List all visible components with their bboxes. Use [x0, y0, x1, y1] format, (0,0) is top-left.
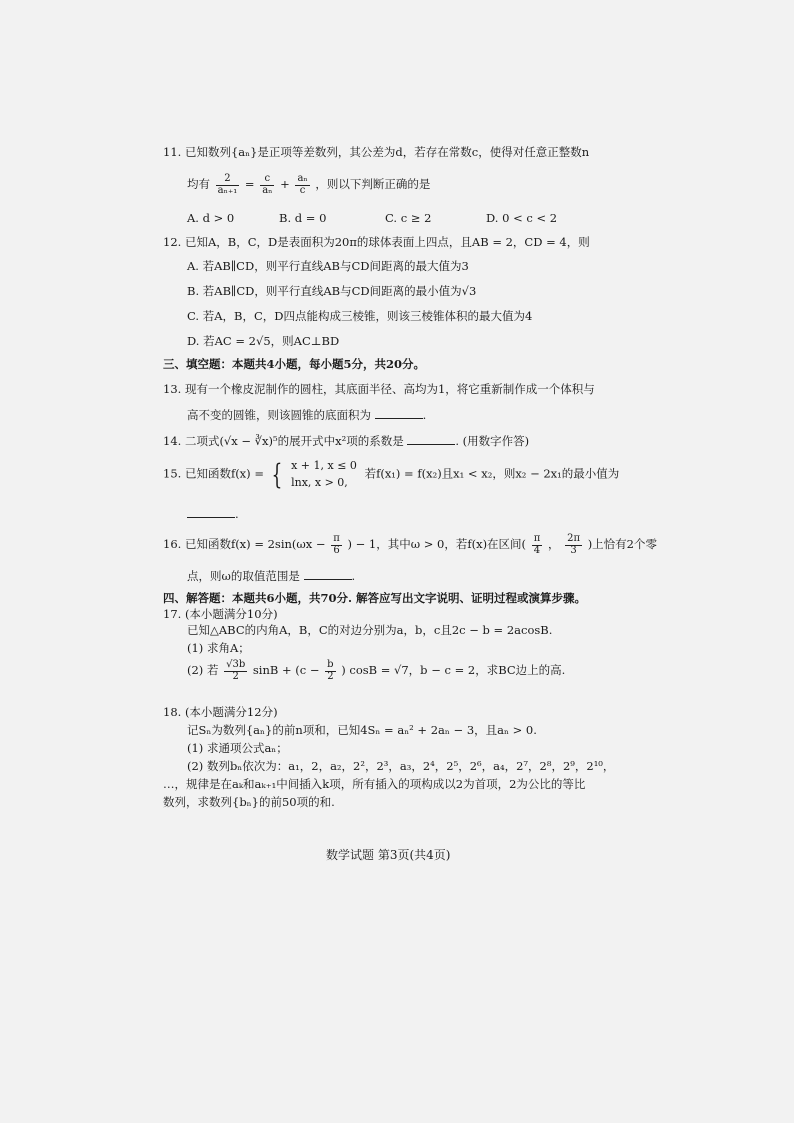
q12-option-a: A. 若AB∥CD，则平行直线AB与CD间距离的最大值为3 — [187, 259, 469, 273]
frac-num: b — [327, 659, 334, 670]
q12-option-d: D. 若AC = 2√5，则AC⊥BD — [187, 334, 340, 348]
q11-pre: 均有 — [187, 177, 210, 191]
frac-den: aₙ₊₁ — [217, 184, 238, 196]
frac-num: 2π — [567, 533, 581, 544]
q16-fraction-2pi-3 — [565, 534, 582, 556]
q14-end: . (用数字作答) — [455, 434, 530, 448]
q11-fraction-1 — [216, 174, 240, 196]
q11-fraction-3 — [295, 174, 309, 196]
q11-stem: 11. 已知数列{aₙ}是正项等差数列，其公差为d，若存在常数c，使得对任意正整数n — [163, 145, 590, 159]
q17-part-1: (1) 求角A； — [187, 641, 250, 655]
q16-line-1 — [163, 534, 657, 556]
q16-fraction-pi-6 — [331, 534, 342, 556]
frac-den: 3 — [570, 544, 577, 556]
q15-line — [163, 458, 619, 491]
answer-blank — [407, 434, 455, 445]
answer-blank — [187, 507, 235, 518]
q17-fraction-2 — [325, 660, 335, 682]
q12-stem: 12. 已知A，B，C，D是表面积为20π的球体表面上四点，且AB = 2，CD = 4，则 — [163, 235, 590, 249]
q17-head: 17. (本小题满分10分) — [163, 607, 278, 621]
q11-eq: = — [244, 177, 255, 191]
q13-text: 高不变的圆锥，则该圆锥的底面积为 — [187, 408, 371, 422]
frac-num: π — [333, 533, 340, 544]
q14-text: 14. 二项式(√x − ∛x)⁵的展开式中x²项的系数是 — [163, 434, 404, 448]
q18-head: 18. (本小题满分12分) — [163, 705, 278, 719]
piecewise-cases — [291, 458, 357, 491]
frac-num: π — [533, 533, 541, 544]
q13-end: . — [422, 408, 427, 422]
q15-answer-line — [187, 507, 239, 522]
q17-p2-post: ) cosB = √7，b − c = 2，求BC边上的高. — [341, 663, 566, 677]
frac-den: aₙ — [262, 184, 273, 196]
q18-part-2: (2) 数列bₙ依次为：a₁，2，a₂，2²，2³，a₃，2⁴，2⁵，2⁶，a₄，2⁷，2⁸，2⁹，2¹⁰， — [187, 759, 615, 773]
q13-line-1: 13. 现有一个橡皮泥制作的圆柱，其底面半径、高均为1，将它重新制作成一个体积与 — [163, 382, 595, 396]
section-4-heading: 四、解答题：本题共6小题，共70分. 解答应写出文字说明、证明过程或演算步骤。 — [163, 591, 587, 605]
q11-option-b: B. d = 0 — [279, 211, 327, 225]
frac-den: 6 — [333, 544, 340, 556]
q12-option-c: C. 若A，B，C，D四点能构成三棱锥，则该三棱锥体积的最大值为4 — [187, 309, 533, 323]
q17-line-1: 已知△ABC的内角A，B，C的对边分别为a，b，c且2c − b = 2acosB. — [187, 623, 553, 637]
q16-fraction-pi-4 — [532, 534, 543, 556]
q11-fraction-2 — [260, 174, 274, 196]
frac-num: 2 — [216, 174, 240, 186]
answer-blank — [304, 569, 352, 580]
q17-p2-mid: sinB + (c − — [252, 663, 320, 677]
q11-plus: + — [280, 177, 290, 191]
q12-option-b: B. 若AB∥CD，则平行直线AB与CD间距离的最小值为√3 — [187, 284, 477, 298]
frac-num: √3b — [226, 659, 246, 670]
q16-end: . — [351, 569, 356, 583]
q15-post: 若f(x₁) = f(x₂)且x₁ < x₂，则x₂ − 2x₁的最小值为 — [364, 466, 620, 481]
frac-den: c — [299, 184, 306, 196]
q18-part-1: (1) 求通项公式aₙ； — [187, 741, 288, 755]
q17-fraction-1 — [224, 660, 247, 682]
q16-line-2 — [187, 569, 355, 584]
frac-num: c — [260, 174, 274, 186]
q17-part-2 — [187, 660, 565, 682]
section-3-heading: 三、填空题：本题共4小题，每小题5分，共20分。 — [163, 357, 426, 371]
q18-line-3: …，规律是在aₖ和aₖ₊₁中间插入k项，所有插入的项构成以2为首项，2为公比的等比 — [163, 777, 586, 791]
q16-pre: 16. 已知函数f(x) = 2sin(ωx − — [163, 537, 326, 551]
q18-line-4: 数列，求数列{bₙ}的前50项的和. — [163, 795, 335, 809]
q16-mid: ) − 1，其中ω > 0，若f(x)在区间( — [347, 537, 527, 551]
q16-post: )上恰有2个零 — [587, 537, 657, 551]
q11-condition — [187, 174, 430, 196]
page-footer: 数学试题 第3页(共4页) — [326, 848, 451, 862]
q13-line-2 — [187, 408, 426, 423]
q14-line — [163, 434, 529, 449]
answer-blank — [375, 408, 423, 419]
piecewise-brace: { — [271, 457, 282, 491]
q11-option-a: A. d > 0 — [187, 211, 235, 225]
case-1: x + 1, x ≤ 0 — [291, 459, 357, 472]
q16-text: 点，则ω的取值范围是 — [187, 569, 300, 583]
frac-num: aₙ — [297, 173, 308, 184]
q16-comma: ， — [547, 537, 560, 551]
q11-option-d: D. 0 < c < 2 — [486, 211, 558, 225]
q17-p2-pre: (2) 若 — [187, 663, 219, 677]
q18-line-1: 记Sₙ为数列{aₙ}的前n项和，已知4Sₙ = aₙ² + 2aₙ − 3，且aₙ > 0. — [187, 723, 537, 737]
frac-den: 2 — [327, 670, 334, 682]
q15-pre: 15. 已知函数f(x) = — [163, 466, 264, 481]
q15-end: . — [235, 507, 239, 521]
frac-den: 2 — [232, 670, 239, 682]
case-2: lnx, x > 0, — [291, 475, 348, 489]
q11-post: ，则以下判断正确的是 — [315, 177, 431, 191]
q11-option-c: C. c ≥ 2 — [385, 211, 432, 225]
frac-den: 4 — [533, 544, 541, 556]
